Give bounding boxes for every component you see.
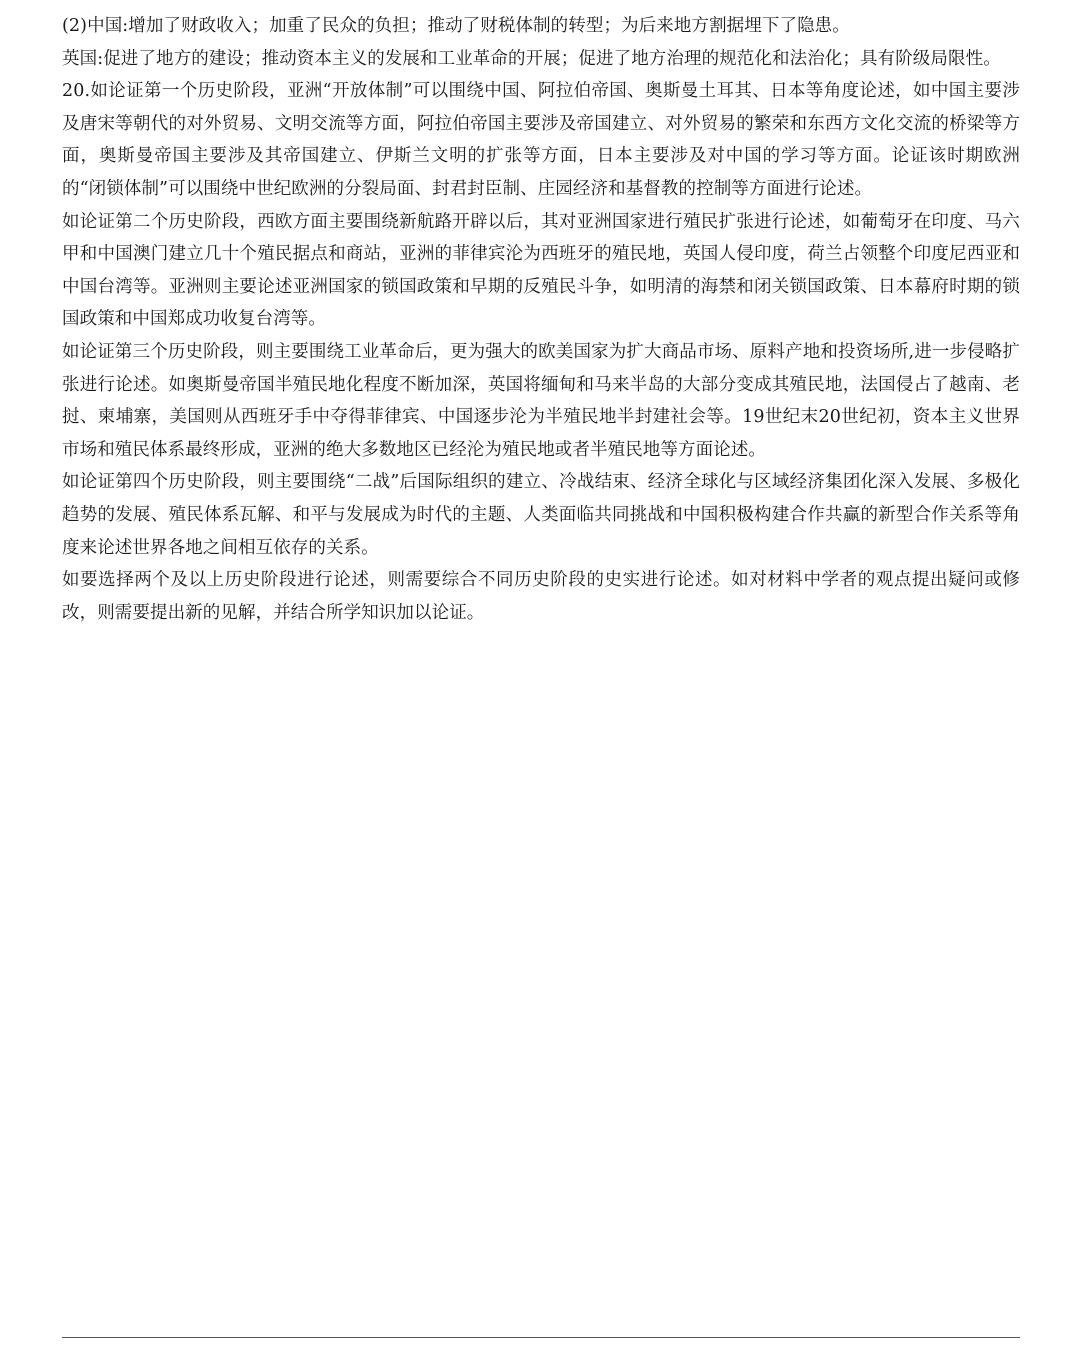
paragraph-stage-2: 如论证第二个历史阶段，西欧方面主要围绕新航路开辟以后，其对亚洲国家进行殖民扩张进行论述，如葡萄牙在印度、马六甲和中国澳门建立几十个殖民据点和商站，亚洲的菲律宾沦为西班牙的殖民地，英国人侵印度，荷兰占领整个印度尼西亚和中国台湾等。亚洲则主要论述亚洲国家的锁国政策和早期的反殖民斗争，如明清的海禁和闭关锁国政策、日本幕府时期的锁国政策和中国郑成功收复台湾等。 bbox=[62, 211, 1020, 330]
paragraph-answer-2: (2)中国:增加了财政收入；加重了民众的负担；推动了财税体制的转型；为后来地方割据埋下了隐患。 bbox=[62, 16, 850, 36]
paragraph-stage-3: 如论证第三个历史阶段，则主要围绕工业革命后，更为强大的欧美国家为扩大商品市场、原料产地和投资场所,进一步侵略扩张进行论述。如奥斯曼帝国半殖民地化程度不断加深，英国将缅甸和马来半岛的大部分变成其殖民地，法国侵占了越南、老挝、柬埔寨，美国则从西班牙手中夺得菲律宾、中国逐步沦为半殖民地半封建社会等。19世纪末20世纪初，资本主义世界市场和殖民体系最终形成，亚洲的绝大多数地区已经沦为殖民地或者半殖民地等方面论述。 bbox=[62, 341, 1020, 460]
footer-divider bbox=[62, 1337, 1020, 1338]
paragraph-england: 英国:促进了地方的建设；推动资本主义的发展和工业革命的开展；促进了地方治理的规范化和法治化；具有阶级局限性。 bbox=[62, 48, 1001, 69]
document-body bbox=[62, 10, 1020, 629]
paragraph-multi-stage: 如要选择两个及以上历史阶段进行论述，则需要综合不同历史阶段的史实进行论述。如对材料中学者的观点提出疑问或修改，则需要提出新的见解，并结合所学知识加以论证。 bbox=[62, 570, 1020, 623]
paragraph-stage-4: 如论证第四个历史阶段，则主要围绕“二战”后国际组织的建立、冷战结束、经济全球化与区域经济集团化深入发展、多极化趋势的发展、殖民体系瓦解、和平与发展成为时代的主题、人类面临共同挑战和中国积极构建合作共赢的新型合作关系等角度来论述世界各地之间相互依存的关系。 bbox=[62, 472, 1020, 558]
paragraph-question-20-stage-1: 20.如论证第一个历史阶段，亚洲“开放体制”可以围绕中国、阿拉伯帝国、奥斯曼土耳其、日本等角度论述，如中国主要涉及唐宋等朝代的对外贸易、文明交流等方面，阿拉伯帝国主要涉及帝国建立、对外贸易的繁荣和东西方文化交流的桥梁等方面，奥斯曼帝国主要涉及其帝国建立、伊斯兰文明的扩张等方面，日本主要涉及对中国的学习等方面。论证该时期欧洲的“闭锁体制”可以围绕中世纪欧洲的分裂局面、封君封臣制、庄园经济和基督教的控制等方面进行论述。 bbox=[62, 81, 1020, 199]
